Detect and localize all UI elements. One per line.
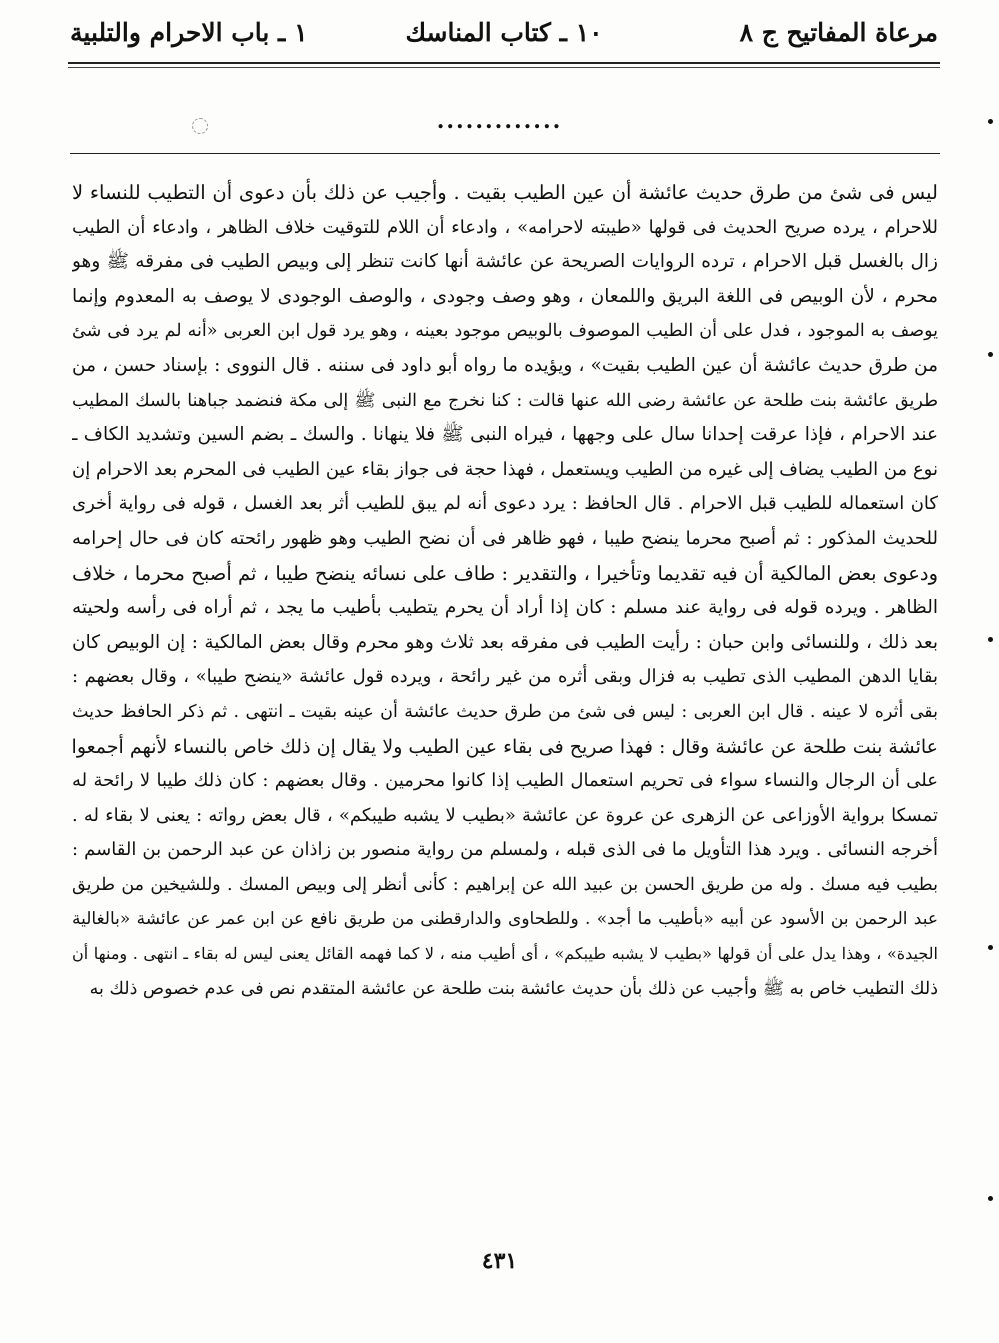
text-line: من طرق حديث عائشة أن عين الطيب بقيت» ، ويؤيده ما رواه أبو داود فى سننه . قال النووى : بإسناد حسن ، من xyxy=(72,354,938,376)
margin-dot xyxy=(988,119,993,124)
header-rule-thick xyxy=(68,62,940,64)
text-line: الظاهر . ويرده قوله فى رواية عند مسلم : كان إذا أراد أن يحرم يتطيب بأطيب ما يجد ، ثم أراه فى رأسه ولحيته xyxy=(72,597,938,619)
text-line: كان استعماله للطيب قبل الاحرام . قال الحافظ : يرد دعوى أنه لم يبق للطيب أثر بعد الغسل ، قوله فى رواية أخرى xyxy=(72,493,938,515)
text-line: زال بالغسل قبل الاحرام ، ترده الروايات الصريحة عن عائشة أنها كانت تنظر إلى وبيص الطيب فى مفرقه ﷺ وهو xyxy=(72,251,938,273)
text-line: تمسكا برواية الأوزاعى عن الزهرى عن عروة عن عائشة «بطيب لا يشبه طيبكم» ، قال بعض رواته : يعنى لا بقاء له . xyxy=(72,804,938,826)
paper-stain xyxy=(192,118,208,134)
text-line: عند الاحرام ، فإذا عرقت إحدانا سال على وجهها ، فيراه النبى ﷺ فلا ينهانا . والسك ـ بضم السين وتشديد الكاف ـ xyxy=(72,424,938,446)
text-line: نوع من الطيب يضاف إلى غيره من الطيب ويستعمل ، فهذا حجة فى جواز بقاء عين الطيب فى المحرم بعد الاحرام إن xyxy=(72,458,938,480)
header-rule-thin xyxy=(68,67,940,68)
running-header xyxy=(70,18,938,58)
text-line: بقايا الدهن المطيب الذى تطيب به فزال وبقى أثره من غير رائحة ، ويرده قول عائشة «ينضح طيبا» ، وقال بعضهم : xyxy=(72,666,938,688)
body-text xyxy=(72,176,938,1006)
margin-dot xyxy=(988,945,993,950)
text-line: ودعوى بعض المالكية أن فيه تقديما وتأخيرا ، والتقدير : طاف على نسائه ينضح طيبا ، ثم أصبح محرما ، خلاف xyxy=(72,561,938,585)
text-line: بطيب فيه مسك . وله من طريق الحسن بن عبيد الله عن إبراهيم : كأنى أنظر إلى وبيص المسك . وللشيخين من طريق xyxy=(72,874,938,895)
dotted-separator: ............. xyxy=(436,108,563,134)
text-line: عائشة بنت طلحة عن عائشة وقال : فهذا صريح فى بقاء عين الطيب ولا يقال إن ذلك خاص بالنساء لأنهم أجمعوا xyxy=(72,735,938,758)
text-line: على أن الرجال والنساء سواء فى تحريم استعمال الطيب إذا كانوا محرمين . وقال بعضهم : كان ذلك طيبا لا رائحة له xyxy=(72,770,938,792)
text-line: محرم ، لأن الوبيص فى اللغة البريق واللمعان ، وهو وصف وجودى ، والوصف الوجودى لا يوصف به المعدوم وإنما xyxy=(72,285,938,307)
header-section-title: ١ ـ باب الاحرام والتلبية xyxy=(70,18,308,47)
text-line: ذلك التطيب خاص به ﷺ وأجيب عن ذلك بأن حديث عائشة بنت طلحة عن عائشة المتقدم نص فى عدم خصوص ذلك به xyxy=(89,978,938,999)
text-line: عبد الرحمن بن الأسود عن أبيه «بأطيب ما أجد» . وللطحاوى والدارقطنى من طريق نافع عن ابن عمر عن عائشة «بالغالية xyxy=(72,909,938,930)
margin-dot xyxy=(988,1196,993,1201)
margin-dot xyxy=(988,637,993,642)
text-line: طريق عائشة بنت طلحة عن عائشة رضى الله عنها قالت : كنا نخرج مع النبى ﷺ إلى مكة فنضمد جباهنا بالسك المطيب xyxy=(72,390,938,411)
text-line: الجيدة» ، وهذا يدل على أن قولها «بطيب لا يشبه طيبكم» ، أى أطيب منه ، لا كما فهمه القائل يعنى ليس له بقاء ـ انتهى . ومنها أن xyxy=(72,944,938,964)
body-top-rule xyxy=(70,153,940,154)
text-line: ليس فى شئ من طرق حديث عائشة أن عين الطيب بقيت . وأجيب عن ذلك بأن دعوى أن التطيب للنساء لا xyxy=(72,181,938,204)
text-line: للاحرام ، يرده صريح الحديث فى قولها «طيبته لاحرامه» ، وادعاء أن اللام للتوقيت خلاف الظاهر ، وادعاء أن الطيب xyxy=(72,216,938,238)
text-line: بعد ذلك ، وللنسائى وابن حبان : رأيت الطيب فى مفرقه بعد ثلاث وهو محرم وقال بعض المالكية : إن الوبيص كان xyxy=(72,631,938,653)
margin-dot xyxy=(988,352,993,357)
text-line: أخرجه النسائى . ويرد هذا التأويل ما فى الذى قبله ، ولمسلم من رواية منصور بن زاذان عن عبد الرحمن بن القاسم : xyxy=(72,839,938,861)
text-line: يوصف به الموجود ، فدل على أن الطيب الموصوف بالوبيص موجود بعينه ، وهو يرد قول ابن العربى «أنه لم يرد فى شئ xyxy=(72,321,938,342)
page-number: ٤٣١ xyxy=(481,1248,518,1274)
header-book-title: مرعاة المفاتيح ج ٨ xyxy=(739,18,938,47)
header-chapter-title: ١٠ ـ كتاب المناسك xyxy=(405,18,603,47)
text-line: بقى أثره لا عينه . قال ابن العربى : ليس فى شئ من طرق حديث عائشة أن عينه بقيت ـ انتهى . ثم ذكر الحافظ حديث xyxy=(72,701,938,722)
text-line: للحديث المذكور : ثم أصبح محرما ينضح طيبا ، فهو ظاهر فى أن نضح الطيب وهو ظهور رائحته كان فى حال إحرامه xyxy=(72,527,938,549)
